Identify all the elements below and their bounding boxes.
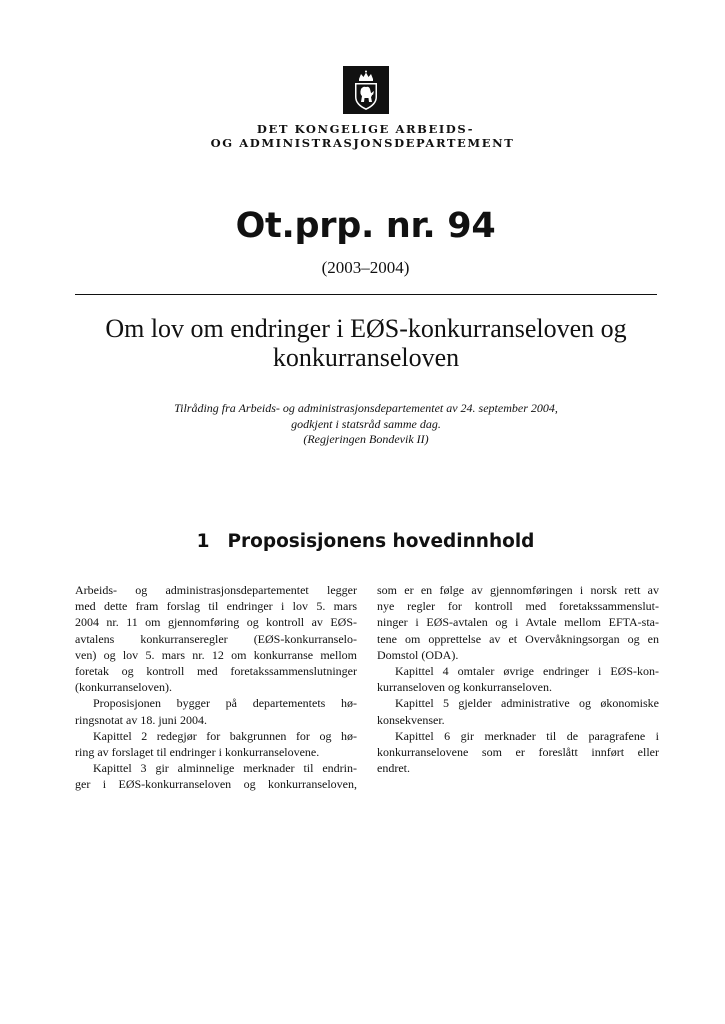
text-line: ven) og lov 5. mars nr. 12 om konkurranse mellom bbox=[75, 647, 357, 662]
department-name-line2: OG ADMINISTRASJONSDEPARTEMENT bbox=[210, 136, 515, 150]
section-heading bbox=[0, 531, 725, 552]
text-line: ger i EØS-konkurranseloven og konkurranseloven, bbox=[75, 777, 357, 792]
text-line: Kapittel 2 redegjør for bakgrunnen for og hø- bbox=[93, 728, 357, 743]
title-divider bbox=[75, 294, 657, 295]
text-line: Kapittel 6 gir merknader til de paragrafene i bbox=[395, 728, 659, 743]
text-line: Kapittel 3 gir alminnelige merknader til endrin- bbox=[93, 761, 357, 776]
text-line: med dette fram forslag til endringer i lov 5. mars bbox=[75, 599, 357, 614]
approval-line: godkjent i statsråd samme dag. bbox=[291, 416, 441, 431]
text-line: konsekvenser. bbox=[377, 712, 445, 727]
body-column-right bbox=[377, 582, 659, 776]
section-title: Proposisjonens hovedinnhold bbox=[227, 531, 535, 552]
department-name-line1: DET KONGELIGE ARBEIDS- bbox=[256, 122, 475, 136]
text-line: endret. bbox=[377, 761, 410, 776]
coat-of-arms-icon bbox=[343, 66, 389, 114]
text-line: Kapittel 4 omtaler øvrige endringer i EØS-kon- bbox=[395, 664, 659, 679]
approval-line: (Regjeringen Bondevik II) bbox=[303, 432, 429, 446]
approval-note bbox=[75, 401, 657, 448]
text-line: Domstol (ODA). bbox=[377, 647, 459, 662]
text-line: (konkurranseloven). bbox=[75, 680, 172, 695]
subject-line: konkurranseloven bbox=[272, 343, 460, 372]
text-line: som er en følge av gjennomføringen i norsk rett av bbox=[377, 583, 659, 597]
document-years: (2003–2004) bbox=[321, 258, 410, 277]
text-line: 2004 nr. 11 om gjennomføring og kontroll av EØS- bbox=[75, 615, 357, 630]
text-line: kurranseloven og konkurranseloven. bbox=[377, 680, 552, 695]
text-line: Arbeids- og administrasjonsdepartementet legger bbox=[75, 583, 357, 597]
section-number: 1 bbox=[196, 531, 210, 552]
text-line: avtalens konkurranseregler (EØS-konkurranselo- bbox=[75, 631, 357, 646]
text-line: foretak og kontroll med foretakssammenslutninger bbox=[75, 664, 357, 679]
subject-line: Om lov om endringer i EØS-konkurranseloven og bbox=[105, 314, 627, 343]
text-line: tene om opprettelse av et Overvåkningsorgan og en bbox=[377, 631, 659, 646]
document-subject bbox=[75, 314, 657, 372]
body-column-left bbox=[75, 582, 357, 793]
text-line: nye regler for kontroll med foretakssammenslut- bbox=[377, 599, 659, 614]
text-line: Kapittel 5 gjelder administrative og økonomiske bbox=[395, 696, 659, 711]
document-title: Ot.prp. nr. 94 bbox=[235, 206, 496, 246]
text-line: ninger i EØS-avtalen og i Avtale mellom EFTA-sta- bbox=[377, 615, 659, 630]
text-line: ringsnotat av 18. juni 2004. bbox=[75, 712, 207, 727]
text-line: konkurranselovene som er foreslått innført eller bbox=[377, 745, 659, 760]
text-line: ring av forslaget til endringer i konkurranselovene. bbox=[75, 745, 320, 760]
approval-line: Tilråding fra Arbeids- og administrasjonsdepartementet av 24. september 2004, bbox=[174, 401, 558, 415]
text-line: Proposisjonen bygger på departementets hø- bbox=[93, 696, 357, 711]
